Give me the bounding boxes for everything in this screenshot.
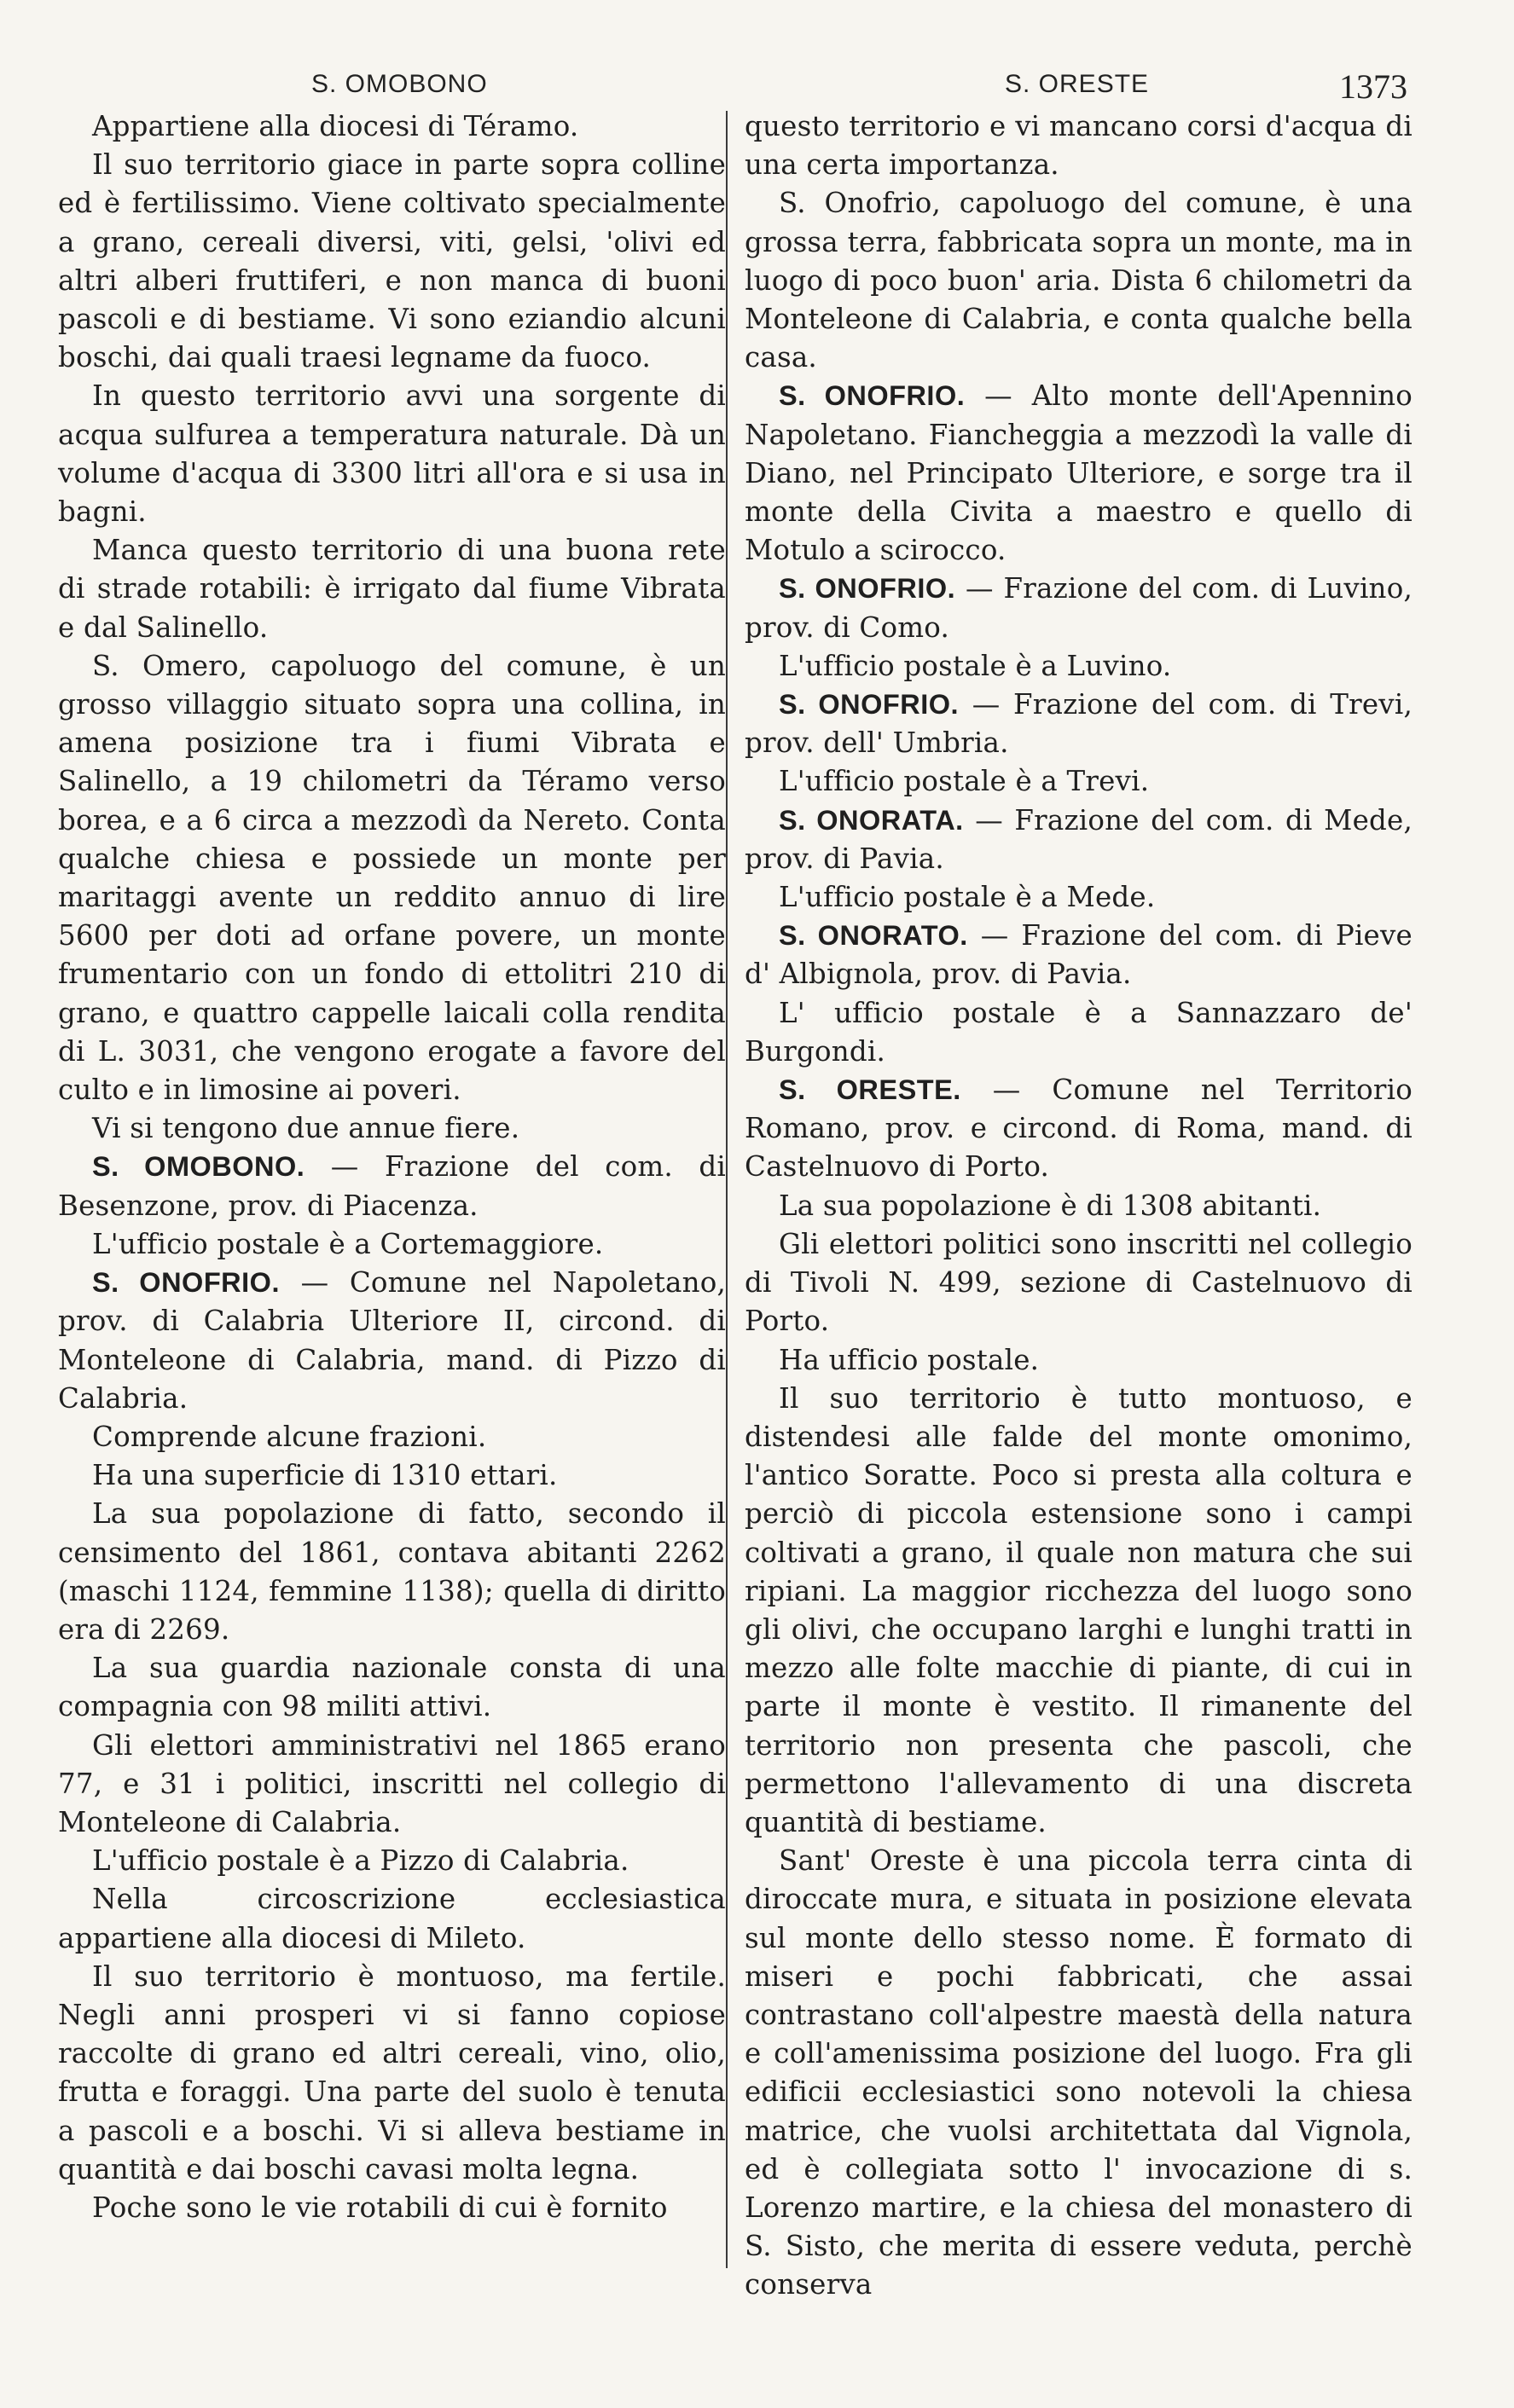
paragraph [745, 107, 1412, 184]
paragraph-text: Ha ufficio postale. [779, 1343, 1040, 1376]
paragraph [58, 2189, 726, 2227]
paragraph [58, 1456, 726, 1495]
paragraph [58, 1727, 726, 1843]
running-head-left: S. OMOBONO [311, 70, 488, 98]
paragraph [58, 107, 726, 146]
paragraph-text: Gli elettori politici sono inscritti nel collegio di Tivoli N. 499, sezione di Castelnuovo di Porto. [745, 1227, 1412, 1338]
page-number: 1373 [1339, 67, 1407, 106]
paragraph-text: La sua popolazione è di 1308 abitanti. [779, 1189, 1322, 1222]
paragraph-text: Il suo territorio giace in parte sopra colline ed è fertilissimo. Viene coltivato specialmente a grano, cereali diversi, viti, gelsi, 'olivi ed altri alberi fruttiferi, e non manca di buoni pascoli e di bestiame. Vi sono eziandio alcuni boschi, dai quali traesi legname da fuoco. [58, 148, 726, 374]
paragraph-text: — Frazione del com. di Pieve d' Albignola, prov. di Pavia. [745, 919, 1412, 991]
paragraph-text: S. Onofrio, capoluogo del comune, è una grossa terra, fabbricata sopra un monte, ma in luogo di poco buon' aria. Dista 6 chilometri da Monteleone di Calabria, e conta qualche bella casa. [745, 187, 1412, 374]
paragraph [58, 1880, 726, 1957]
paragraph [745, 1842, 1412, 2304]
paragraph [745, 647, 1412, 686]
paragraph [58, 1958, 726, 2189]
running-head-right: S. ORESTE [1005, 70, 1150, 98]
entry-paragraph [745, 917, 1412, 993]
paragraph-text: L'ufficio postale è a Mede. [779, 881, 1156, 914]
entry-headword: S. ONOFRIO. [779, 573, 956, 605]
entry-headword: S. ONORATO. [779, 920, 968, 952]
paragraph [745, 1341, 1412, 1380]
paragraph [58, 1649, 726, 1726]
paragraph [745, 994, 1412, 1071]
paragraph-text: — Comune nel Territorio Romano, prov. e circond. di Roma, mand. di Castelnuovo di Porto. [745, 1074, 1412, 1184]
entry-paragraph [58, 1264, 726, 1418]
entry-paragraph [745, 377, 1412, 570]
entry-paragraph [58, 1148, 726, 1224]
paragraph-text: L' ufficio postale è a Sannazzaro de' Burgondi. [745, 996, 1412, 1068]
paragraph [58, 1842, 726, 1880]
entry-headword: S. ONOFRIO. [779, 689, 960, 721]
entry-paragraph [745, 1071, 1412, 1187]
paragraph-text: L'ufficio postale è a Luvino. [779, 649, 1172, 682]
paragraph [745, 1380, 1412, 1842]
paragraph [58, 1495, 726, 1649]
paragraph [58, 1225, 726, 1264]
paragraph-text: Sant' Oreste è una piccola terra cinta di diroccate mura, e situata in posizione elevata sul monte dello stesso nome. È formato di miseri e pochi fabbricati, che assai contrastano coll'alpestre maestà della natura e coll'amenissima posizione del luogo. Fra gli edificii ecclesiastici sono notevoli la chiesa matrice, che vuolsi architettata dal Vignola, ed è collegiata sotto l' invocazione di s. Lorenzo martire, e la chiesa del monastero di S. Sisto, che merita di essere veduta, perchè conserva [745, 1844, 1412, 2301]
paragraph-text: Appartiene alla diocesi di Téramo. [92, 110, 579, 142]
paragraph-text: Nella circoscrizione ecclesiastica appartiene alla diocesi di Mileto. [58, 1883, 726, 1954]
paragraph-text: Poche sono le vie rotabili di cui è fornito [92, 2191, 668, 2224]
paragraph-text: Manca questo territorio di una buona rete di strade rotabili: è irrigato dal fiume Vibrata e dal Salinello. [58, 534, 726, 644]
paragraph-text: Ha una superficie di 1310 ettari. [92, 1459, 558, 1492]
column-divider [726, 111, 728, 2268]
paragraph-text: — Frazione del com. di Mede, prov. di Pavia. [745, 803, 1412, 875]
left-column [58, 107, 726, 2227]
paragraph-text: — Frazione del com. di Besenzone, prov. di Piacenza. [58, 1150, 726, 1222]
paragraph-text: — Alto monte dell'Apennino Napoletano. Fiancheggia a mezzodì la valle di Diano, nel Principato Ulteriore, e sorge tra il monte della Civita a maestro e quello di Motulo a scirocco. [745, 379, 1412, 567]
paragraph-text: L'ufficio postale è a Pizzo di Calabria. [92, 1844, 629, 1878]
entry-paragraph [745, 570, 1412, 646]
paragraph-text: In questo territorio avvi una sorgente di acqua sulfurea a temperatura naturale. Dà un volume d'acqua di 3300 litri all'ora e si usa in bagni. [58, 379, 726, 529]
right-column [745, 107, 1412, 2305]
entry-headword: S. OMOBONO. [92, 1151, 305, 1183]
paragraph [58, 146, 726, 377]
paragraph-text: Vi si tengono due annue fiere. [92, 1112, 520, 1145]
entry-headword: S. ORESTE. [779, 1074, 961, 1106]
paragraph [745, 1225, 1412, 1341]
paragraph [745, 184, 1412, 377]
paragraph-text: S. Omero, capoluogo del comune, è un grosso villaggio situato sopra una collina, in amena posizione tra i fiumi Vibrata e Salinello, a 19 chilometri da Téramo verso borea, e a 6 circa a mezzodì da Nereto. Conta qualche chiesa e possiede un monte per maritaggi avente un reddito annuo di lire 5600 per doti ad orfane povere, un monte frumentario con un fondo di ettolitri 210 di grano, e quattro cappelle laicali colla rendita di L. 3031, che vengono erogate a favore del culto e in limosine ai poveri. [58, 649, 726, 1107]
paragraph [58, 1418, 726, 1456]
paragraph-text: L'ufficio postale è a Cortemaggiore. [92, 1227, 604, 1260]
paragraph-text: — Comune nel Napoletano, prov. di Calabria Ulteriore II, circond. di Monteleone di Calabria, mand. di Pizzo di Calabria. [58, 1266, 726, 1415]
paragraph [745, 762, 1412, 801]
entry-paragraph [745, 686, 1412, 762]
entry-paragraph [745, 802, 1412, 878]
paragraph [745, 1187, 1412, 1225]
paragraph-text: Il suo territorio è montuoso, ma fertile. Negli anni prosperi vi si fanno copiose raccolte di grano ed altri cereali, vino, olio, frutta e foraggi. Una parte del suolo è tenuta a pascoli e a boschi. Vi si alleva bestiame in quantità e dai boschi cavasi molta legna. [58, 1959, 726, 2185]
paragraph-text: L'ufficio postale è a Trevi. [779, 765, 1150, 798]
paragraph [58, 647, 726, 1109]
paragraph-text: questo territorio e vi mancano corsi d'acqua di una certa importanza. [745, 110, 1412, 182]
paragraph-text: Gli elettori amministrativi nel 1865 erano 77, e 31 i politici, inscritti nel collegio di Monteleone di Calabria. [58, 1728, 726, 1838]
paragraph-text: — Frazione del com. di Trevi, prov. dell' Umbria. [745, 688, 1412, 760]
paragraph-text: Comprende alcune frazioni. [92, 1420, 487, 1453]
paragraph [58, 531, 726, 647]
paragraph-text: La sua popolazione di fatto, secondo il censimento del 1861, contava abitanti 2262 (maschi 1124, femmine 1138); quella di diritto era di 2269. [58, 1497, 726, 1646]
entry-headword: S. ONORATA. [779, 804, 964, 836]
paragraph-text: La sua guardia nazionale consta di una compagnia con 98 militi attivi. [58, 1652, 726, 1723]
paragraph [58, 377, 726, 531]
entry-headword: S. ONOFRIO. [779, 380, 966, 412]
paragraph-text: — Frazione del com. di Luvino, prov. di Como. [745, 572, 1412, 644]
paragraph [58, 1109, 726, 1148]
paragraph [745, 878, 1412, 917]
entry-headword: S. ONOFRIO. [92, 1267, 280, 1299]
paragraph-text: Il suo territorio è tutto montuoso, e distendesi alle falde del monte omonimo, l'antico Soratte. Poco si presta alla coltura e perciò di piccola estensione sono i campi coltivati a grano, il quale non matura che sui ripiani. La maggior ricchezza del luogo sono gli olivi, che occupano larghi e lunghi tratti in mezzo alle folte macchie di piante, di cui in parte il monte è vestito. Il rimanente del territorio non presenta che pascoli, che permettono l'allevamento di una discreta quantità di bestiame. [745, 1381, 1412, 1838]
